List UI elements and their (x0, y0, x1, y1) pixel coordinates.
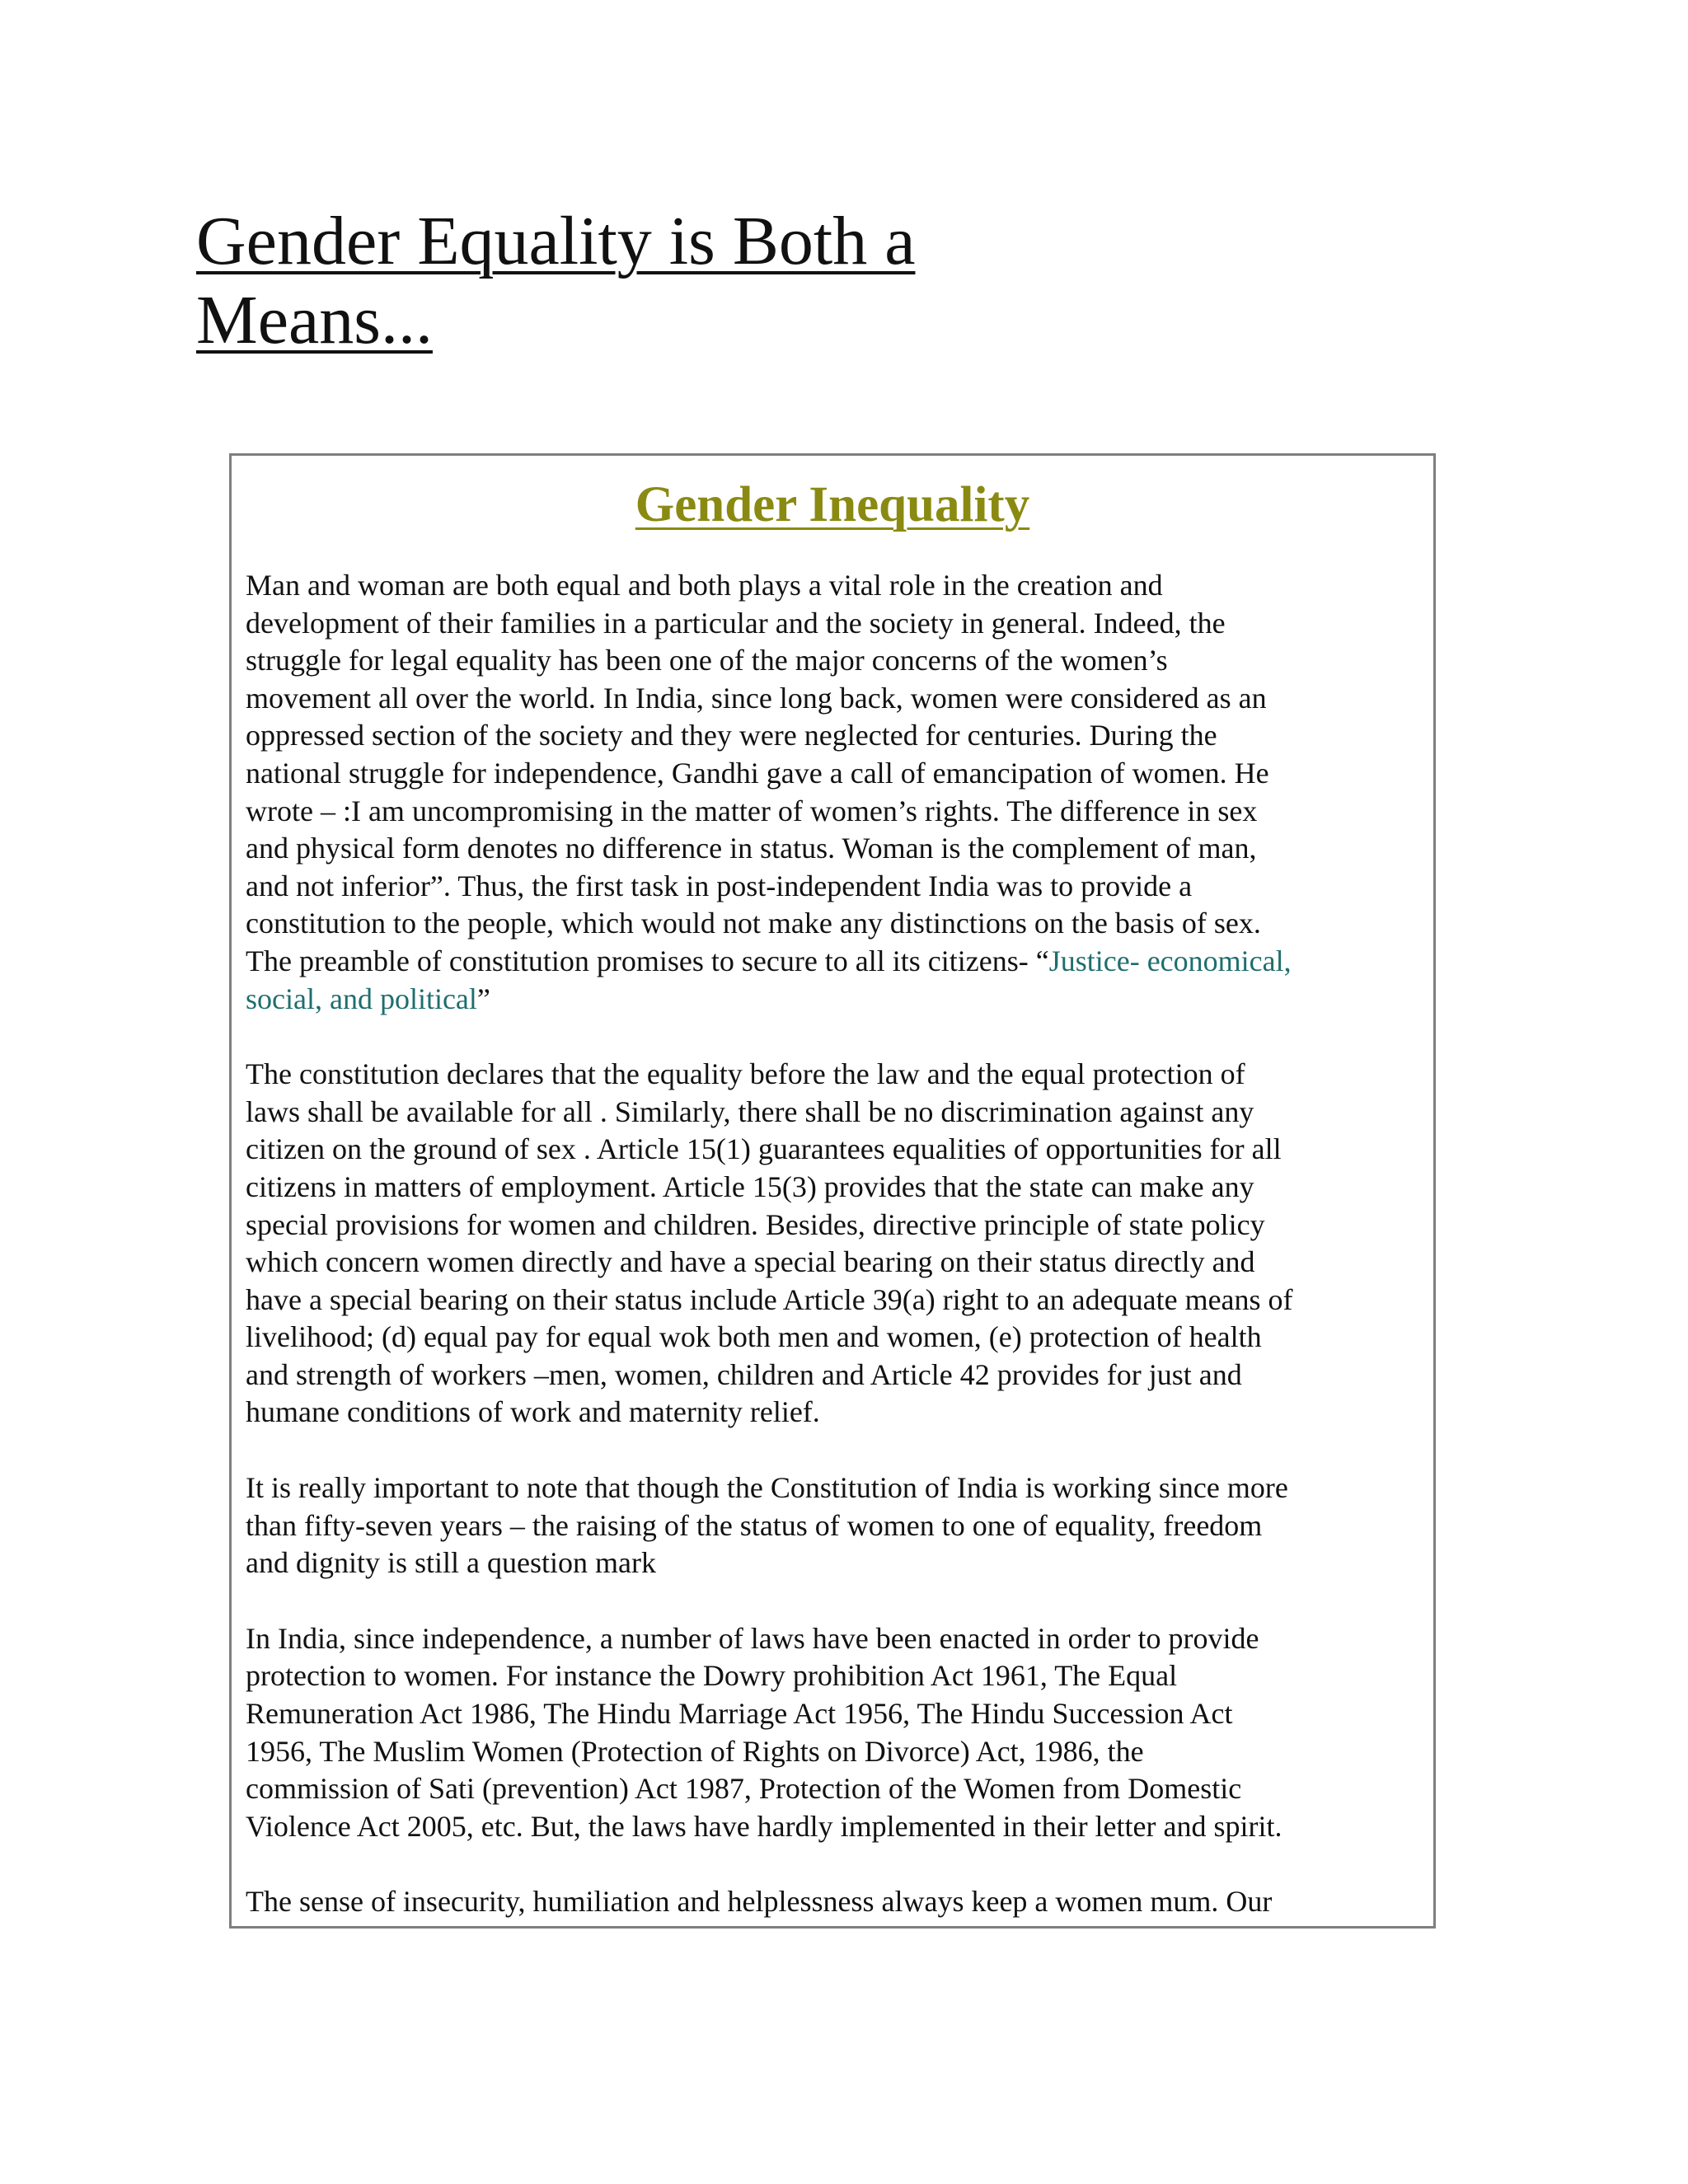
text-run: special provisions for women and children. Besides, directive principle of state policy (246, 1207, 1265, 1241)
text-line (246, 755, 1416, 793)
article-box (229, 453, 1436, 1929)
paragraph (246, 567, 1416, 1018)
box-heading: Gender Inequality (635, 477, 1030, 532)
text-run: which concern women directly and have a special bearing on their status directly and (246, 1245, 1255, 1279)
text-line (246, 1657, 1416, 1695)
text-line (246, 605, 1416, 643)
text-run: The sense of insecurity, humiliation and helplessness always keep a women mum. Our (246, 1885, 1273, 1919)
text-line (246, 981, 1416, 1019)
text-line (246, 567, 1416, 605)
text-run: The preamble of constitution promises to secure to all its citizens- “ (246, 944, 1049, 977)
text-run: struggle for legal equality has been one of the major concerns of the women’s (246, 644, 1168, 677)
text-line (246, 1469, 1416, 1507)
article-body (246, 567, 1416, 1929)
text-line (246, 943, 1416, 981)
paragraph (246, 1883, 1416, 1921)
text-line (246, 793, 1416, 831)
text-line (246, 1695, 1416, 1733)
text-line (246, 830, 1416, 868)
text-run: wrote – :I am uncompromising in the matter of women’s rights. The difference in sex (246, 794, 1258, 827)
text-run: national struggle for independence, Gandhi gave a call of emancipation of women. He (246, 756, 1269, 790)
text-run: It is really important to note that though the Constitution of India is working since more (246, 1471, 1288, 1505)
text-run: oppressed section of the society and they were neglected for centuries. During the (246, 719, 1217, 752)
text-line (246, 868, 1416, 906)
text-line (246, 1808, 1416, 1846)
text-run: development of their families in a particular and the society in general. Indeed, the (246, 606, 1226, 640)
text-line (246, 1507, 1416, 1545)
text-run: and dignity is still a question mark (246, 1546, 656, 1580)
page-title-line: Means... (196, 282, 433, 359)
text-run: constitution to the people, which would not make any distinctions on the basis of sex. (246, 907, 1261, 940)
quote-text: Justice- economical, (1048, 944, 1292, 977)
text-run: have a special bearing on their status include Article 39(a) right to an adequate means of (246, 1282, 1293, 1316)
page-title-line: Gender Equality is Both a (196, 203, 916, 279)
text-run: Remuneration Act 1986, The Hindu Marriage Act 1956, The Hindu Succession Act (246, 1697, 1233, 1731)
text-line (246, 1620, 1416, 1658)
text-run: movement all over the world. In India, since long back, women were considered as an (246, 681, 1267, 715)
page-title (196, 202, 1020, 360)
text-run: Man and woman are both equal and both plays a vital role in the creation and (246, 569, 1163, 602)
quote-text: social, and political (246, 982, 477, 1015)
text-run: 1956, The Muslim Women (Protection of Rights on Divorce) Act, 1986, the (246, 1734, 1144, 1768)
text-run: Violence Act 2005, etc. But, the laws have hardly implemented in their letter and spirit. (246, 1809, 1282, 1843)
text-run: In India, since independence, a number of laws have been enacted in order to provide (246, 1621, 1259, 1655)
text-run: The constitution declares that the equality before the law and the equal protection of (246, 1057, 1245, 1091)
text-run: and strength of workers –men, women, children and Article 42 provides for just and (246, 1357, 1242, 1391)
text-run: laws shall be available for all . Similarly, there shall be no discrimination against any (246, 1094, 1254, 1128)
text-line (246, 1169, 1416, 1207)
text-run: protection to women. For instance the Dowry prohibition Act 1961, The Equal (246, 1659, 1178, 1693)
text-line (246, 680, 1416, 718)
text-run: citizen on the ground of sex . Article 15(1) guarantees equalities of opportunities for all (246, 1132, 1282, 1166)
text-run: ” (476, 982, 490, 1015)
text-line (246, 1733, 1416, 1771)
text-line (246, 1094, 1416, 1132)
text-run: commission of Sati (prevention) Act 1987, Protection of the Women from Domestic (246, 1772, 1242, 1806)
text-run: than fifty-seven years – the raising of the status of women to one of equality, freedom (246, 1508, 1263, 1542)
paragraph (246, 1620, 1416, 1846)
text-run: humane conditions of work and maternity relief. (246, 1395, 820, 1429)
text-line (246, 1883, 1416, 1921)
text-run: citizens in matters of employment. Article 15(3) provides that the state can make any (246, 1169, 1254, 1203)
text-line (246, 1244, 1416, 1282)
text-line (246, 1207, 1416, 1244)
text-line (246, 1544, 1416, 1582)
text-line (246, 1394, 1416, 1432)
text-run: livelihood; (d) equal pay for equal wok both men and women, (e) protection of health (246, 1320, 1262, 1354)
text-line (246, 1056, 1416, 1094)
paragraph (246, 1469, 1416, 1582)
text-run: and not inferior”. Thus, the first task in post-independent India was to provide a (246, 869, 1193, 902)
text-line (246, 1319, 1416, 1357)
text-line (246, 1282, 1416, 1319)
text-line (246, 1770, 1416, 1808)
text-run: and physical form denotes no difference in status. Woman is the complement of man, (246, 832, 1257, 865)
text-line (246, 717, 1416, 755)
text-line (246, 1357, 1416, 1394)
text-line (246, 905, 1416, 943)
paragraph (246, 1056, 1416, 1432)
text-line (246, 642, 1416, 680)
text-line (246, 1131, 1416, 1169)
